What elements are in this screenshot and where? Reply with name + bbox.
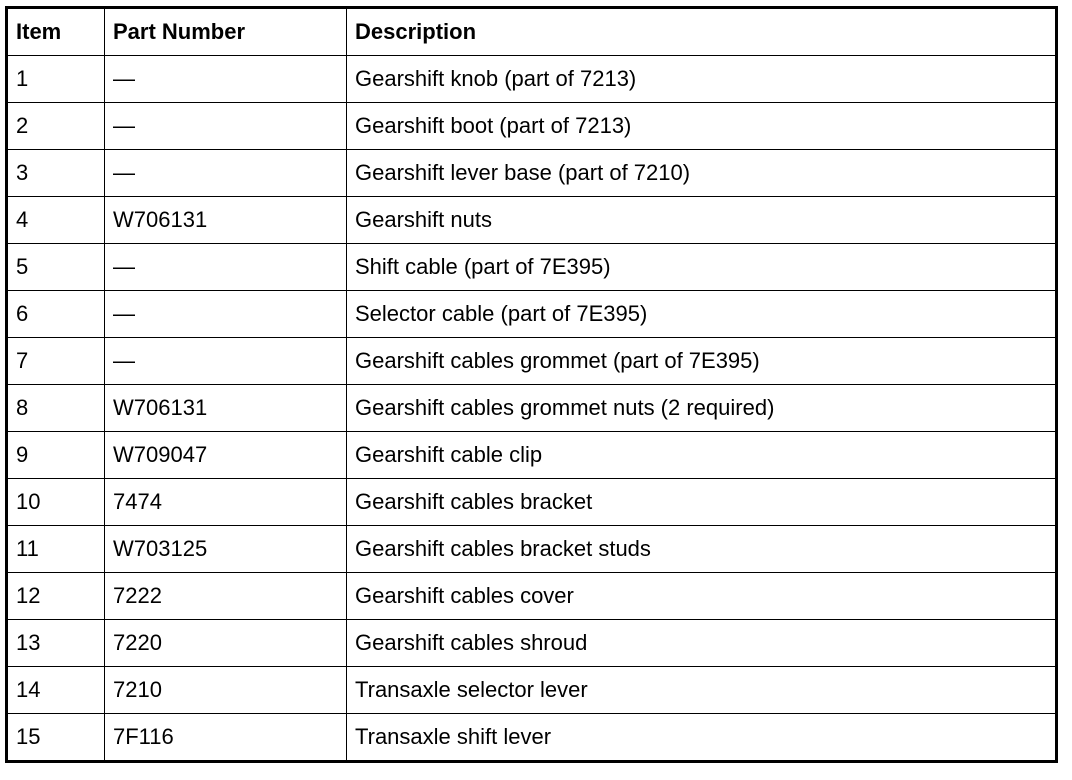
part-number-cell: W709047: [105, 432, 347, 479]
item-cell: 5: [7, 244, 105, 291]
table-row: [7, 714, 1057, 762]
parts-table: [5, 6, 1058, 763]
item-cell: 13: [7, 620, 105, 667]
table-row: [7, 526, 1057, 573]
part-number-cell: 7F116: [105, 714, 347, 762]
table-row: [7, 150, 1057, 197]
description-cell: Gearshift cables cover: [347, 573, 1057, 620]
table-row: [7, 244, 1057, 291]
table-header-row: [7, 8, 1057, 56]
part-number-cell: —: [105, 150, 347, 197]
part-number-cell: —: [105, 103, 347, 150]
part-number-cell: —: [105, 56, 347, 103]
description-cell: Gearshift cables grommet (part of 7E395): [347, 338, 1057, 385]
column-header-description: Description: [347, 8, 1057, 56]
part-number-cell: 7222: [105, 573, 347, 620]
item-cell: 9: [7, 432, 105, 479]
table-row: [7, 432, 1057, 479]
description-cell: Gearshift boot (part of 7213): [347, 103, 1057, 150]
item-cell: 7: [7, 338, 105, 385]
part-number-cell: W706131: [105, 197, 347, 244]
table-row: [7, 479, 1057, 526]
item-cell: 1: [7, 56, 105, 103]
item-cell: 10: [7, 479, 105, 526]
description-cell: Gearshift cables grommet nuts (2 required): [347, 385, 1057, 432]
table-row: [7, 385, 1057, 432]
table-row: [7, 197, 1057, 244]
description-cell: Shift cable (part of 7E395): [347, 244, 1057, 291]
table-row: [7, 620, 1057, 667]
description-cell: Gearshift cables bracket studs: [347, 526, 1057, 573]
table-row: [7, 338, 1057, 385]
description-cell: Gearshift nuts: [347, 197, 1057, 244]
table-row: [7, 573, 1057, 620]
table-row: [7, 103, 1057, 150]
description-cell: Transaxle selector lever: [347, 667, 1057, 714]
description-cell: Gearshift knob (part of 7213): [347, 56, 1057, 103]
item-cell: 3: [7, 150, 105, 197]
item-cell: 12: [7, 573, 105, 620]
item-cell: 2: [7, 103, 105, 150]
description-cell: Gearshift cables bracket: [347, 479, 1057, 526]
description-cell: Gearshift cable clip: [347, 432, 1057, 479]
column-header-item: Item: [7, 8, 105, 56]
description-cell: Transaxle shift lever: [347, 714, 1057, 762]
part-number-cell: 7210: [105, 667, 347, 714]
part-number-cell: —: [105, 291, 347, 338]
part-number-cell: 7474: [105, 479, 347, 526]
table-body: [7, 56, 1057, 762]
item-cell: 4: [7, 197, 105, 244]
part-number-cell: —: [105, 338, 347, 385]
item-cell: 11: [7, 526, 105, 573]
item-cell: 6: [7, 291, 105, 338]
description-cell: Gearshift lever base (part of 7210): [347, 150, 1057, 197]
item-cell: 8: [7, 385, 105, 432]
table-row: [7, 667, 1057, 714]
column-header-part-number: Part Number: [105, 8, 347, 56]
part-number-cell: W706131: [105, 385, 347, 432]
table-row: [7, 291, 1057, 338]
item-cell: 15: [7, 714, 105, 762]
table-row: [7, 56, 1057, 103]
part-number-cell: 7220: [105, 620, 347, 667]
description-cell: Selector cable (part of 7E395): [347, 291, 1057, 338]
item-cell: 14: [7, 667, 105, 714]
part-number-cell: —: [105, 244, 347, 291]
description-cell: Gearshift cables shroud: [347, 620, 1057, 667]
part-number-cell: W703125: [105, 526, 347, 573]
